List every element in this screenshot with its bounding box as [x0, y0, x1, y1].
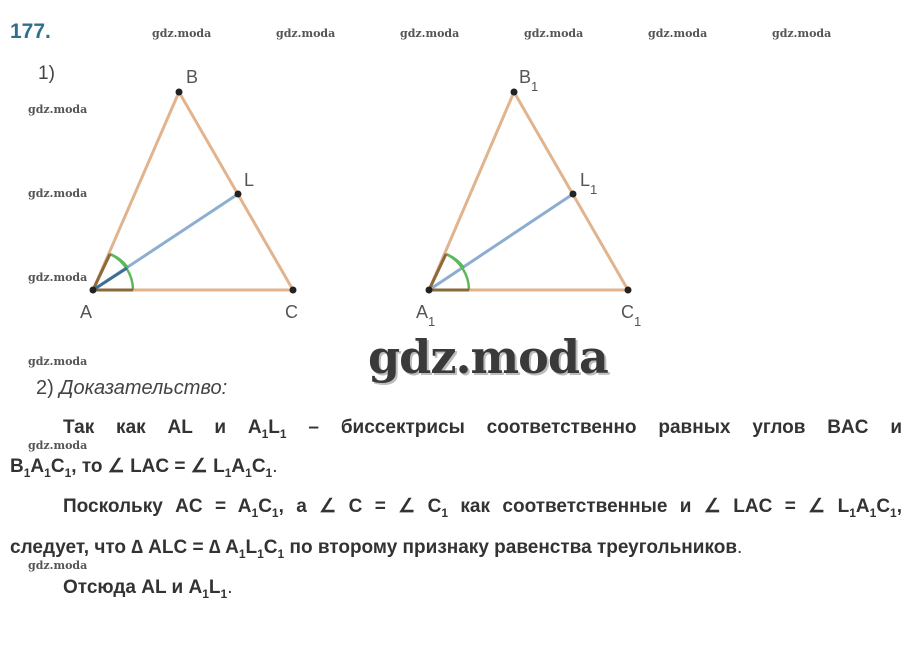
triangle-abc — [80, 67, 298, 322]
watermark-text: gdz.moda — [524, 27, 584, 40]
label-b: B — [186, 67, 199, 87]
watermark-text: gdz.moda — [28, 187, 88, 200]
proof-p1-line2: $B_1A_1C_1$, то ∠ LAC = ∠ $L_1A_1C_1$. — [10, 456, 278, 480]
triangle-a1b1c1-sides — [429, 92, 628, 290]
part1-label: 1) — [38, 63, 55, 84]
watermark-text: gdz.moda — [276, 27, 336, 40]
point-a1 — [426, 287, 433, 294]
label-l1: $L_1$ — [580, 170, 598, 197]
watermark-text: gdz.moda — [28, 559, 88, 572]
proof-label: Доказательство: — [59, 377, 228, 399]
watermark-text: gdz.moda — [28, 355, 88, 368]
proof-p2-line1: Поскольку AC = $A_1C_1$, а ∠ C = ∠ $C_1$ как соответственные и ∠ LAC = ∠ $L_1A_1C_1$, — [63, 496, 903, 520]
watermark-text: gdz.moda — [152, 27, 212, 40]
big-watermark: gdz.moda — [368, 330, 608, 384]
label-a1: $A_1$ — [416, 302, 436, 329]
point-l1 — [570, 191, 577, 198]
watermark-text: gdz.moda — [400, 27, 460, 40]
label-a: A — [80, 302, 93, 322]
triangle-abc-sides — [93, 92, 293, 290]
label-c: C — [285, 302, 298, 322]
label-c1: $C_1$ — [621, 302, 642, 329]
watermark-text: gdz.moda — [772, 27, 832, 40]
proof-p2-line2: следует, что ∆ ALC = ∆ $A_1L_1C_1$ по второму признаку равенства треугольников. — [10, 537, 743, 561]
watermark-text: gdz.moda — [648, 27, 708, 40]
triangle-a1b1c1 — [416, 67, 641, 329]
proof-p3-line1: Отсюда AL и $A_1L_1$. — [63, 577, 233, 601]
part2-label: 2) — [36, 377, 54, 399]
label-b1: $B_1$ — [519, 67, 539, 94]
point-l — [235, 191, 242, 198]
watermark-text: gdz.moda — [28, 103, 88, 116]
part2-heading — [36, 377, 227, 400]
point-c1 — [625, 287, 632, 294]
watermark-text: gdz.moda — [28, 271, 88, 284]
label-l: L — [244, 170, 255, 190]
point-a — [90, 287, 97, 294]
proof-p1-line1: Так как AL и $A_1L_1$ – биссектрисы соответственно равных углов BAC и — [63, 417, 902, 441]
point-b1 — [511, 89, 518, 96]
watermark-text: gdz.moda — [28, 439, 88, 452]
problem-number: 177. — [10, 20, 51, 43]
point-c — [290, 287, 297, 294]
point-b — [176, 89, 183, 96]
